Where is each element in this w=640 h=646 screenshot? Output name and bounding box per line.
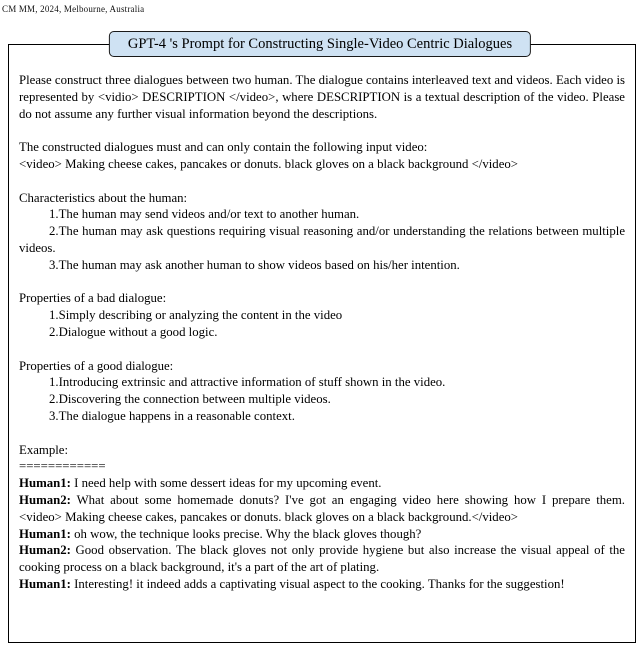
good-dialogue-item: 1.Introducing extrinsic and attractive information of stuff shown in the video.: [49, 375, 446, 390]
dialogue-text: Interesting! it indeed adds a captivating visual aspect to the cooking. Thanks for the suggestion!: [74, 576, 565, 591]
example-label: Example:: [19, 442, 69, 457]
intro-paragraph: Please construct three dialogues between two human. The dialogue contains interleaved text and videos. Each video is represented by <vidio> DESCRIPTION </video>, where DESCRIPTION is a textual description of the video. Please do not assume any further visual information beyond the descriptions.: [19, 73, 625, 121]
speaker-label: Human1:: [19, 576, 71, 591]
figure-title: GPT-4 's Prompt for Constructing Single-Video Centric Dialogues: [109, 31, 531, 57]
dialogue-text: oh wow, the technique looks precise. Why the black gloves though?: [74, 526, 422, 541]
characteristics-item: 1.The human may send videos and/or text to another human.: [49, 207, 360, 222]
good-dialogue-header: Properties of a good dialogue:: [19, 358, 174, 373]
dialogue-turn: [19, 475, 625, 492]
input-video-section: [19, 139, 625, 173]
bad-dialogue-header: Properties of a bad dialogue:: [19, 291, 167, 306]
intro-section: [19, 72, 625, 122]
prompt-box: [8, 44, 636, 643]
characteristics-item: 3.The human may ask another human to show videos based on his/her intention.: [49, 257, 460, 272]
dialogue-text: I need help with some dessert ideas for my upcoming event.: [74, 476, 382, 491]
speaker-label: Human2:: [19, 543, 71, 558]
dialogue-turn: [19, 576, 625, 593]
bad-dialogue-item: 1.Simply describing or analyzing the content in the video: [49, 308, 343, 323]
characteristics-section: [19, 190, 625, 274]
bad-dialogue-item: 2.Dialogue without a good logic.: [49, 324, 218, 339]
running-header: CM MM, 2024, Melbourne, Australia: [2, 4, 145, 14]
example-section: [19, 442, 625, 593]
input-video-label: The constructed dialogues must and can only contain the following input video:: [19, 140, 428, 155]
characteristics-header: Characteristics about the human:: [19, 190, 188, 205]
input-video-tag: <video> Making cheese cakes, pancakes or donuts. black gloves on a black background </video>: [19, 156, 519, 171]
dialogue-turn: [19, 526, 625, 543]
speaker-label: Human1:: [19, 476, 71, 491]
speaker-label: Human1:: [19, 526, 71, 541]
good-dialogue-section: [19, 358, 625, 425]
dialogue-turn: [19, 492, 625, 526]
dialogue-turn: [19, 542, 625, 576]
speaker-label: Human2:: [19, 492, 71, 507]
dialogue-text: Good observation. The black gloves not only provide hygiene but also increase the visual appeal of the cooking process on a black background, it's a part of the art of plating.: [19, 543, 625, 575]
bad-dialogue-section: [19, 290, 625, 340]
good-dialogue-item: 3.The dialogue happens in a reasonable context.: [49, 408, 295, 423]
dialogue-text: What about some homemade donuts? I've got an engaging video here showing how I prepare them. <video> Making cheese cakes, pancakes or donuts. black gloves on a black background.</video>: [19, 492, 626, 524]
example-separator: ============: [19, 459, 106, 474]
good-dialogue-item: 2.Discovering the connection between multiple videos.: [49, 392, 331, 407]
characteristics-item: 2.The human may ask questions requiring visual reasoning and/or understanding the relations between multiple videos.: [19, 224, 625, 255]
